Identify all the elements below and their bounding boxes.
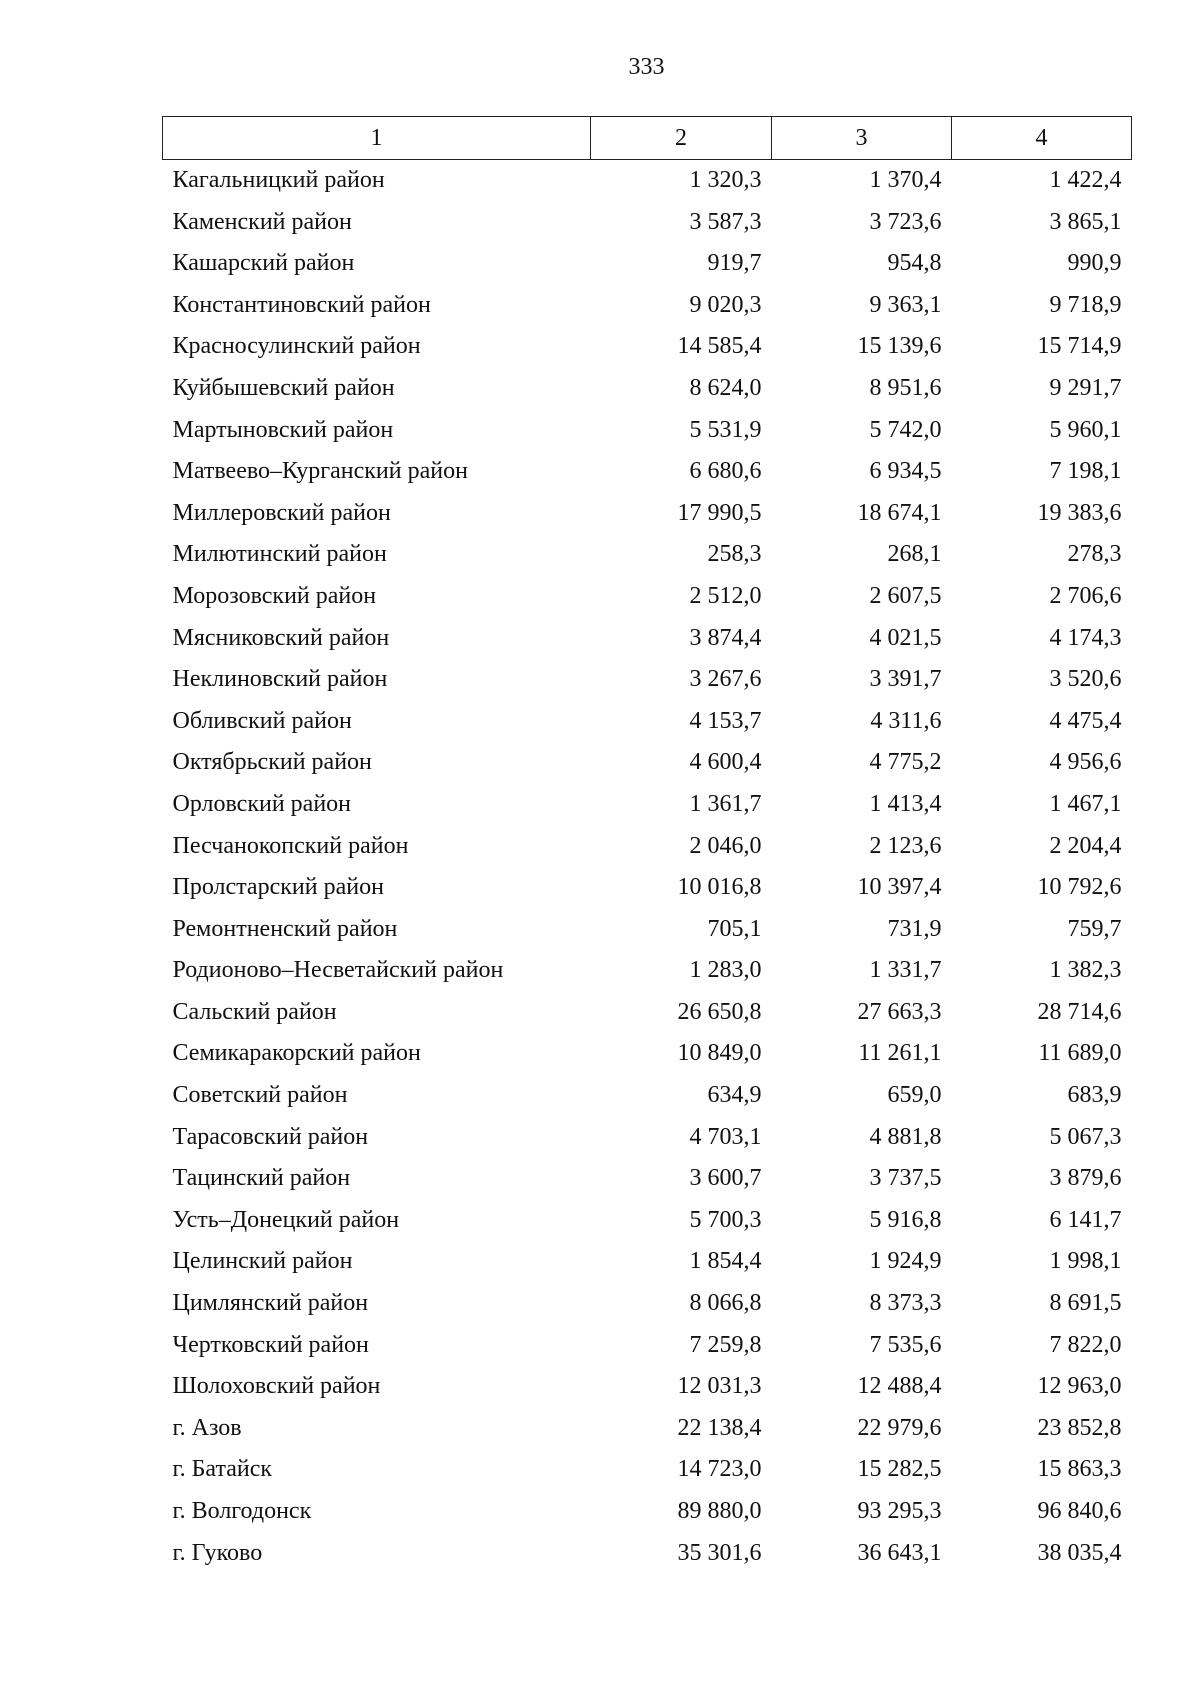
value-cell-col-4: 3 865,1 xyxy=(1049,208,1122,235)
table-row xyxy=(163,826,1132,868)
value-cell-col-2: 3 874,4 xyxy=(689,624,762,651)
table-row xyxy=(163,326,1132,368)
value-cell-col-2: 2 512,0 xyxy=(689,582,762,609)
value-cell-col-4: 990,9 xyxy=(1067,250,1122,277)
region-name-cell: Орловский район xyxy=(172,790,352,817)
value-cell-col-3: 22 979,6 xyxy=(857,1414,942,1441)
value-cell-col-2: 6 680,6 xyxy=(689,458,762,485)
value-cell-col-3: 12 488,4 xyxy=(857,1373,942,1400)
value-cell-col-4: 15 863,3 xyxy=(1037,1456,1122,1483)
table-row xyxy=(163,1033,1132,1075)
region-name-cell: Тарасовский район xyxy=(172,1123,369,1150)
value-cell-col-4: 11 689,0 xyxy=(1038,1040,1122,1067)
table-row xyxy=(163,1283,1132,1325)
value-cell-col-3: 7 535,6 xyxy=(869,1331,942,1358)
value-cell-col-3: 731,9 xyxy=(887,915,942,942)
value-cell-col-3: 5 916,8 xyxy=(869,1206,942,1233)
value-cell-col-3: 4 311,6 xyxy=(870,707,942,734)
value-cell-col-3: 36 643,1 xyxy=(857,1539,942,1566)
region-name-cell: Морозовский район xyxy=(172,582,377,609)
value-cell-col-2: 8 624,0 xyxy=(689,374,762,401)
value-cell-col-2: 7 259,8 xyxy=(689,1331,762,1358)
value-cell-col-2: 35 301,6 xyxy=(677,1539,762,1566)
region-name-cell: Мясниковский район xyxy=(172,624,390,651)
region-name-cell: Советский район xyxy=(172,1082,348,1109)
value-cell-col-3: 1 413,4 xyxy=(869,790,942,817)
region-name-cell: Милютинский район xyxy=(172,541,387,568)
table-header xyxy=(163,117,1132,160)
value-cell-col-4: 278,3 xyxy=(1067,541,1122,568)
value-cell-col-4: 759,7 xyxy=(1067,915,1122,942)
region-name-cell: г. Гуково xyxy=(172,1539,263,1566)
value-cell-col-2: 9 020,3 xyxy=(689,291,762,318)
region-name-cell: Сальский район xyxy=(172,998,337,1025)
value-cell-col-4: 6 141,7 xyxy=(1049,1206,1122,1233)
value-cell-col-4: 12 963,0 xyxy=(1037,1373,1122,1400)
region-name-cell: Целинский район xyxy=(172,1248,353,1275)
region-name-cell: Красносулинский район xyxy=(172,333,421,360)
value-cell-col-3: 8 951,6 xyxy=(869,374,942,401)
value-cell-col-3: 93 295,3 xyxy=(857,1498,942,1524)
value-cell-col-3: 954,8 xyxy=(887,250,942,277)
header-row xyxy=(163,117,1132,160)
value-cell-col-4: 5 960,1 xyxy=(1049,416,1122,443)
value-cell-col-4: 1 998,1 xyxy=(1049,1248,1122,1275)
value-cell-col-2: 4 153,7 xyxy=(689,707,762,734)
value-cell-col-4: 1 422,4 xyxy=(1049,167,1122,193)
value-cell-col-3: 4 775,2 xyxy=(869,749,942,776)
table-row xyxy=(163,1449,1132,1491)
value-cell-col-2: 14 723,0 xyxy=(677,1456,762,1483)
value-cell-col-2: 3 587,3 xyxy=(689,208,762,235)
value-cell-col-2: 26 650,8 xyxy=(677,998,762,1025)
value-cell-col-3: 1 370,4 xyxy=(869,167,942,193)
value-cell-col-4: 23 852,8 xyxy=(1037,1414,1122,1441)
value-cell-col-2: 1 854,4 xyxy=(689,1248,762,1275)
table-row xyxy=(163,410,1132,452)
page-number: 333 xyxy=(628,54,665,80)
value-cell-col-2: 4 600,4 xyxy=(689,749,762,776)
value-cell-col-4: 7 822,0 xyxy=(1049,1331,1122,1358)
value-cell-col-2: 4 703,1 xyxy=(689,1123,762,1150)
table-row xyxy=(163,202,1132,244)
region-name-cell: Кагальницкий район xyxy=(172,167,385,193)
region-name-cell: Чертковский район xyxy=(172,1331,369,1358)
table-row xyxy=(163,618,1132,660)
value-cell-col-3: 15 282,5 xyxy=(857,1456,942,1483)
value-cell-col-4: 9 718,9 xyxy=(1049,291,1122,318)
value-cell-col-4: 19 383,6 xyxy=(1037,499,1122,526)
value-cell-col-2: 89 880,0 xyxy=(677,1498,762,1524)
value-cell-col-4: 3 520,6 xyxy=(1049,666,1122,693)
value-cell-col-4: 683,9 xyxy=(1067,1082,1122,1109)
table-row xyxy=(163,1408,1132,1450)
region-name-cell: Родионово–Несветайский район xyxy=(172,957,504,984)
table-row xyxy=(163,659,1132,701)
value-cell-col-4: 96 840,6 xyxy=(1037,1498,1122,1524)
table-row xyxy=(163,576,1132,618)
value-cell-col-3: 4 021,5 xyxy=(869,624,942,651)
column-header-1: 1 xyxy=(163,117,591,160)
value-cell-col-3: 6 934,5 xyxy=(869,458,942,485)
table-row xyxy=(163,1241,1132,1283)
region-name-cell: Константиновский район xyxy=(172,291,431,318)
value-cell-col-2: 3 267,6 xyxy=(689,666,762,693)
value-cell-col-4: 4 475,4 xyxy=(1049,707,1122,734)
region-name-cell: Песчанокопский район xyxy=(172,832,409,859)
value-cell-col-2: 2 046,0 xyxy=(689,832,762,859)
value-cell-col-3: 1 924,9 xyxy=(869,1248,942,1275)
value-cell-col-3: 2 123,6 xyxy=(869,832,942,859)
value-cell-col-2: 8 066,8 xyxy=(689,1290,762,1317)
column-header-4: 4 xyxy=(952,117,1132,160)
value-cell-col-4: 28 714,6 xyxy=(1037,998,1122,1025)
value-cell-col-3: 9 363,1 xyxy=(869,291,942,318)
table-row xyxy=(163,160,1132,202)
value-cell-col-2: 5 700,3 xyxy=(689,1206,762,1233)
value-cell-col-2: 258,3 xyxy=(707,541,762,568)
table-row xyxy=(163,992,1132,1034)
value-cell-col-2: 919,7 xyxy=(707,250,762,277)
value-cell-col-4: 2 204,4 xyxy=(1049,832,1122,859)
value-cell-col-4: 10 792,6 xyxy=(1037,874,1122,901)
region-name-cell: г. Волгодонск xyxy=(172,1498,312,1524)
value-cell-col-2: 1 320,3 xyxy=(689,167,762,193)
table-row xyxy=(163,1158,1132,1200)
region-name-cell: г. Азов xyxy=(172,1414,242,1441)
value-cell-col-2: 12 031,3 xyxy=(677,1373,762,1400)
table-row xyxy=(163,909,1132,951)
value-cell-col-2: 10 016,8 xyxy=(677,874,762,901)
table-row xyxy=(163,1200,1132,1242)
region-name-cell: Неклиновский район xyxy=(172,666,388,693)
value-cell-col-2: 1 283,0 xyxy=(689,957,762,984)
value-cell-col-2: 5 531,9 xyxy=(689,416,762,443)
table-row xyxy=(163,451,1132,493)
value-cell-col-3: 10 397,4 xyxy=(857,874,942,901)
value-cell-col-3: 15 139,6 xyxy=(857,333,942,360)
region-name-cell: Цимлянский район xyxy=(172,1290,369,1317)
value-cell-col-2: 705,1 xyxy=(707,915,762,942)
column-header-3: 3 xyxy=(772,117,952,160)
value-cell-col-4: 15 714,9 xyxy=(1037,333,1122,360)
table-row xyxy=(163,243,1132,285)
region-name-cell: г. Батайск xyxy=(172,1456,273,1483)
table-row xyxy=(163,1117,1132,1159)
data-table-container xyxy=(162,116,1131,1574)
value-cell-col-3: 5 742,0 xyxy=(869,416,942,443)
region-name-cell: Семикаракорский район xyxy=(172,1040,421,1067)
value-cell-col-4: 7 198,1 xyxy=(1049,458,1122,485)
table-body xyxy=(163,160,1132,1575)
region-name-cell: Усть–Донецкий район xyxy=(172,1206,400,1233)
table-row xyxy=(163,784,1132,826)
value-cell-col-2: 22 138,4 xyxy=(677,1414,762,1441)
table-row xyxy=(163,534,1132,576)
column-header-2: 2 xyxy=(591,117,772,160)
value-cell-col-3: 8 373,3 xyxy=(869,1290,942,1317)
value-cell-col-4: 38 035,4 xyxy=(1037,1539,1122,1566)
table-row xyxy=(163,1325,1132,1367)
region-name-cell: Октябрьский район xyxy=(172,749,372,776)
region-name-cell: Куйбышевский район xyxy=(172,374,395,401)
value-cell-col-3: 3 737,5 xyxy=(869,1165,942,1192)
value-cell-col-4: 3 879,6 xyxy=(1049,1165,1122,1192)
value-cell-col-3: 2 607,5 xyxy=(869,582,942,609)
value-cell-col-2: 634,9 xyxy=(707,1082,762,1109)
value-cell-col-2: 3 600,7 xyxy=(689,1165,762,1192)
region-name-cell: Обливский район xyxy=(172,707,352,734)
value-cell-col-2: 1 361,7 xyxy=(689,790,762,817)
region-name-cell: Кашарский район xyxy=(172,250,355,277)
value-cell-col-4: 8 691,5 xyxy=(1049,1290,1122,1317)
table-row xyxy=(163,493,1132,535)
region-name-cell: Миллеровский район xyxy=(172,499,391,526)
table-row xyxy=(163,742,1132,784)
table-row xyxy=(163,867,1132,909)
table-row xyxy=(163,1075,1132,1117)
value-cell-col-3: 1 331,7 xyxy=(869,957,942,984)
value-cell-col-3: 11 261,1 xyxy=(858,1040,942,1067)
value-cell-col-3: 268,1 xyxy=(887,541,942,568)
value-cell-col-4: 4 174,3 xyxy=(1049,624,1122,651)
value-cell-col-3: 659,0 xyxy=(887,1082,942,1109)
value-cell-col-3: 3 391,7 xyxy=(869,666,942,693)
table-row xyxy=(163,368,1132,410)
region-name-cell: Пролстарский район xyxy=(172,874,384,901)
value-cell-col-4: 1 467,1 xyxy=(1049,790,1122,817)
table-row xyxy=(163,1533,1132,1575)
table-row xyxy=(163,701,1132,743)
region-name-cell: Шолоховский район xyxy=(172,1373,381,1400)
table-row xyxy=(163,1491,1132,1533)
region-name-cell: Мартыновский район xyxy=(172,416,394,443)
value-cell-col-2: 10 849,0 xyxy=(677,1040,762,1067)
value-cell-col-4: 9 291,7 xyxy=(1049,374,1122,401)
region-name-cell: Тацинский район xyxy=(172,1165,351,1192)
table-row xyxy=(163,285,1132,327)
value-cell-col-4: 4 956,6 xyxy=(1049,749,1122,776)
region-name-cell: Матвеево–Курганский район xyxy=(172,458,468,485)
data-table xyxy=(162,116,1132,1574)
value-cell-col-3: 27 663,3 xyxy=(857,998,942,1025)
value-cell-col-3: 18 674,1 xyxy=(857,499,942,526)
value-cell-col-4: 2 706,6 xyxy=(1049,582,1122,609)
value-cell-col-2: 14 585,4 xyxy=(677,333,762,360)
table-row xyxy=(163,950,1132,992)
value-cell-col-4: 5 067,3 xyxy=(1049,1123,1122,1150)
table-row xyxy=(163,1366,1132,1408)
value-cell-col-4: 1 382,3 xyxy=(1049,957,1122,984)
region-name-cell: Каменский район xyxy=(172,208,352,235)
value-cell-col-2: 17 990,5 xyxy=(677,499,762,526)
region-name-cell: Ремонтненский район xyxy=(172,915,398,942)
value-cell-col-3: 4 881,8 xyxy=(869,1123,942,1150)
value-cell-col-3: 3 723,6 xyxy=(869,208,942,235)
